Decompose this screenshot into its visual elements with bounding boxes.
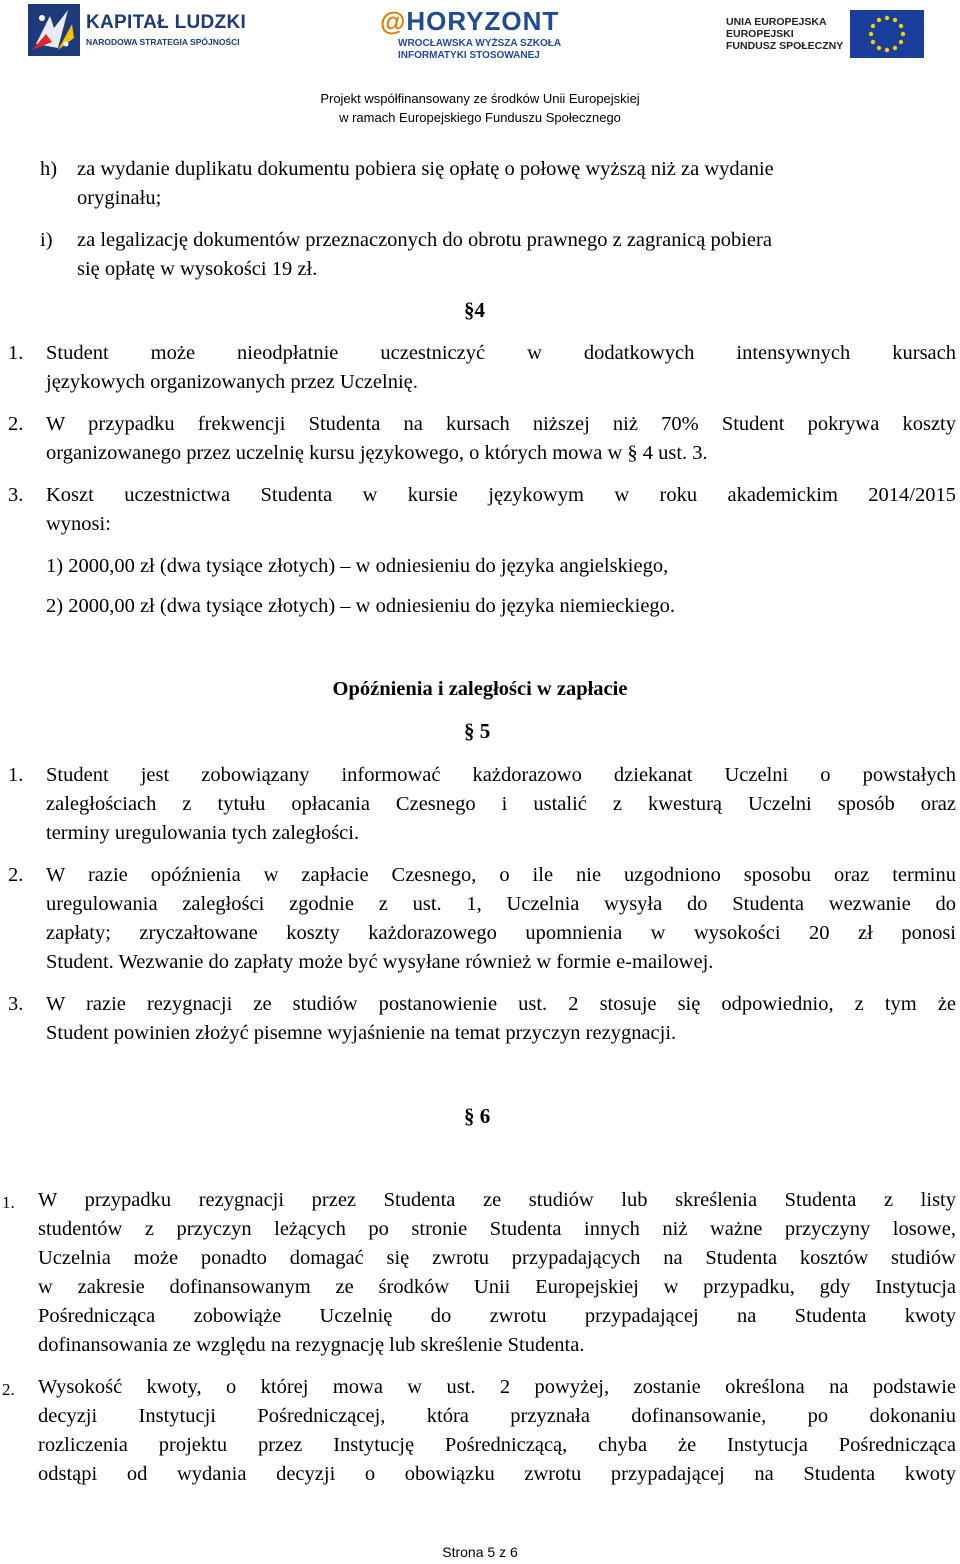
s6-p1-marker: 1. bbox=[2, 1193, 15, 1212]
s4-list-item-2: 2) 2000,00 zł (dwa tysiące złotych) – w odniesieniu do języka niemieckiego. bbox=[46, 595, 676, 617]
eu-logo-text bbox=[726, 16, 843, 52]
eu-logo-line-1: UNIA EUROPEJSKA bbox=[726, 16, 827, 28]
kapital-ludzki-emblem-icon bbox=[28, 4, 80, 56]
s6-p1-line-2: studentów z przyczyn leżących po stronie Studenta innych niż ważne przyczyny losowe, bbox=[38, 1218, 956, 1240]
item-i-line-2: się opłatę w wysokości 19 zł. bbox=[77, 258, 318, 280]
s5-p1-line-1: Student jest zobowiązany informować każdorazowo dziekanat Uczelni o powstałych bbox=[46, 764, 956, 786]
s6-p1-line-1: W przypadku rezygnacji przez Studenta ze studiów lub skreślenia Studenta z listy bbox=[38, 1189, 956, 1211]
item-i-line-1: za legalizację dokumentów przeznaczonych do obrotu prawnego z zagranicą pobiera bbox=[77, 229, 772, 251]
heading-delays: Opóźnienia i zaległości w zapłacie bbox=[332, 678, 628, 700]
item-h-line-2: oryginału; bbox=[77, 187, 162, 209]
s6-p2-line-1: Wysokość kwoty, o której mowa w ust. 2 powyżej, zostanie określona na podstawie bbox=[38, 1376, 956, 1398]
project-funding-line-1: Projekt współfinansowany ze środków Unii Europejskiej bbox=[320, 91, 640, 106]
page-number-footer: Strona 5 z 6 bbox=[442, 1544, 518, 1560]
section-5-title bbox=[464, 719, 490, 744]
s6-p1-line-5: Pośrednicząca zobowiąże Uczelnię do zwrotu przypadającej na Studenta kwoty bbox=[38, 1305, 956, 1327]
s6-p1-line-6: dofinansowania ze względu na rezygnację lub skreślenie Studenta. bbox=[38, 1334, 585, 1356]
s6-p1-line-4: w zakresie dofinansowanym ze środków Unii Europejskiej w przypadku, gdy Instytucja bbox=[38, 1276, 956, 1298]
kapital-ludzki-logo bbox=[28, 4, 258, 60]
s6-p2-line-2: decyzji Instytucji Pośredniczącej, która przyznała dofinansowanie, po dokonaniu bbox=[38, 1405, 956, 1427]
s5-p1-line-3: terminy uregulowania tych zaległości. bbox=[46, 822, 360, 844]
s4-p2-line-2: organizowanego przez uczelnię kursu językowego, o których mowa w § 4 ust. 3. bbox=[46, 442, 708, 464]
s5-p2-line-4: Student. Wezwanie do zapłaty może być wysyłane również w formie e-mailowej. bbox=[46, 951, 714, 973]
horyzont-subtitle-2: INFORMATYKI STOSOWANEJ bbox=[398, 50, 540, 61]
item-h-line-1: za wydanie duplikatu dokumentu pobiera się opłatę o połowę wyższą niż za wydanie bbox=[77, 158, 774, 180]
section-6-sign: § bbox=[464, 1104, 475, 1128]
eu-flag-icon bbox=[850, 10, 924, 58]
s4-list-item-1: 1) 2000,00 zł (dwa tysiące złotych) – w odniesieniu do języka angielskiego, bbox=[46, 555, 669, 577]
horyzont-at-sign: @ bbox=[380, 6, 407, 36]
kapital-ludzki-title: KAPITAŁ LUDZKI bbox=[86, 12, 247, 33]
s4-p2-line-1: W przypadku frekwencji Studenta na kursach niższej niż 70% Student pokrywa koszty bbox=[46, 413, 956, 435]
kapital-ludzki-subtitle: NARODOWA STRATEGIA SPÓJNOŚCI bbox=[86, 37, 240, 47]
s6-p2-marker: 2. bbox=[2, 1380, 15, 1399]
s5-p2-marker: 2. bbox=[8, 864, 24, 886]
eu-logo-line-2: EUROPEJSKI bbox=[726, 28, 794, 40]
s5-p2-line-1: W razie opóźnienia w zapłacie Czesnego, o ile nie uzgodniono sposobu oraz terminu bbox=[46, 864, 956, 886]
section-4-sign: § bbox=[464, 298, 475, 322]
section-6-title bbox=[464, 1104, 490, 1129]
s6-p2-line-4: odstąpi od wydania decyzji o obowiązku zwrotu przypadającej na Studenta kwoty bbox=[38, 1463, 956, 1485]
s5-p3-line-2: Student powinien złożyć pisemne wyjaśnienie na temat przyczyn rezygnacji. bbox=[46, 1022, 677, 1044]
horyzont-title bbox=[380, 6, 559, 37]
section-4-title bbox=[464, 298, 485, 323]
item-i-marker: i) bbox=[40, 229, 53, 251]
page-header bbox=[0, 0, 960, 130]
s5-p1-marker: 1. bbox=[8, 764, 24, 786]
project-funding-line-2: w ramach Europejskiego Funduszu Społecznego bbox=[339, 110, 621, 125]
s4-p3-marker: 3. bbox=[8, 484, 24, 506]
s4-p1-line-1: Student może nieodpłatnie uczestniczyć w dodatkowych intensywnych kursach bbox=[46, 342, 956, 364]
section-5-sign: § bbox=[464, 719, 475, 743]
s4-p1-marker: 1. bbox=[8, 342, 24, 364]
item-h-marker: h) bbox=[40, 158, 58, 180]
s5-p1-line-2: zaległościach z tytułu opłacania Czesnego i ustalić z kwesturą Uczelni sposób oraz bbox=[46, 793, 956, 815]
s4-p2-marker: 2. bbox=[8, 413, 24, 435]
s4-p1-line-2: językowych organizowanych przez Uczelnię. bbox=[46, 371, 418, 393]
s5-p3-line-1: W razie rezygnacji ze studiów postanowienie ust. 2 stosuje się odpowiednio, z tym że bbox=[46, 993, 956, 1015]
eu-logo bbox=[726, 10, 936, 58]
s5-p2-line-2: uregulowania zaległości zgodnie z ust. 1, Uczelnia wysyła do Studenta wezwanie do bbox=[46, 893, 956, 915]
section-5-number: 5 bbox=[479, 719, 491, 743]
s4-p3-line-1: Koszt uczestnictwa Studenta w kursie językowym w roku akademickim 2014/2015 bbox=[46, 484, 956, 506]
s4-p3-line-2: wynosi: bbox=[46, 513, 111, 535]
section-6-number: 6 bbox=[479, 1104, 491, 1128]
s5-p2-line-3: zapłaty; zryczałtowane koszty każdorazowego upomnienia w wysokości 20 zł ponosi bbox=[46, 922, 956, 944]
horyzont-name: HORYZONT bbox=[406, 6, 560, 36]
s6-p2-line-3: rozliczenia projektu przez Instytucję Pośredniczącą, chyba że Instytucja Pośrednicząca bbox=[38, 1434, 956, 1456]
horyzont-subtitle-1: WROCŁAWSKA WYŻSZA SZKOŁA bbox=[398, 38, 562, 49]
section-4-number: 4 bbox=[474, 298, 485, 322]
horyzont-logo bbox=[380, 6, 590, 62]
s5-p3-marker: 3. bbox=[8, 993, 24, 1015]
eu-logo-line-3: FUNDUSZ SPOŁECZNY bbox=[726, 40, 844, 52]
s6-p1-line-3: Uczelnia może ponadto domagać się zwrotu przypadających na Studenta kosztów studiów bbox=[38, 1247, 956, 1269]
